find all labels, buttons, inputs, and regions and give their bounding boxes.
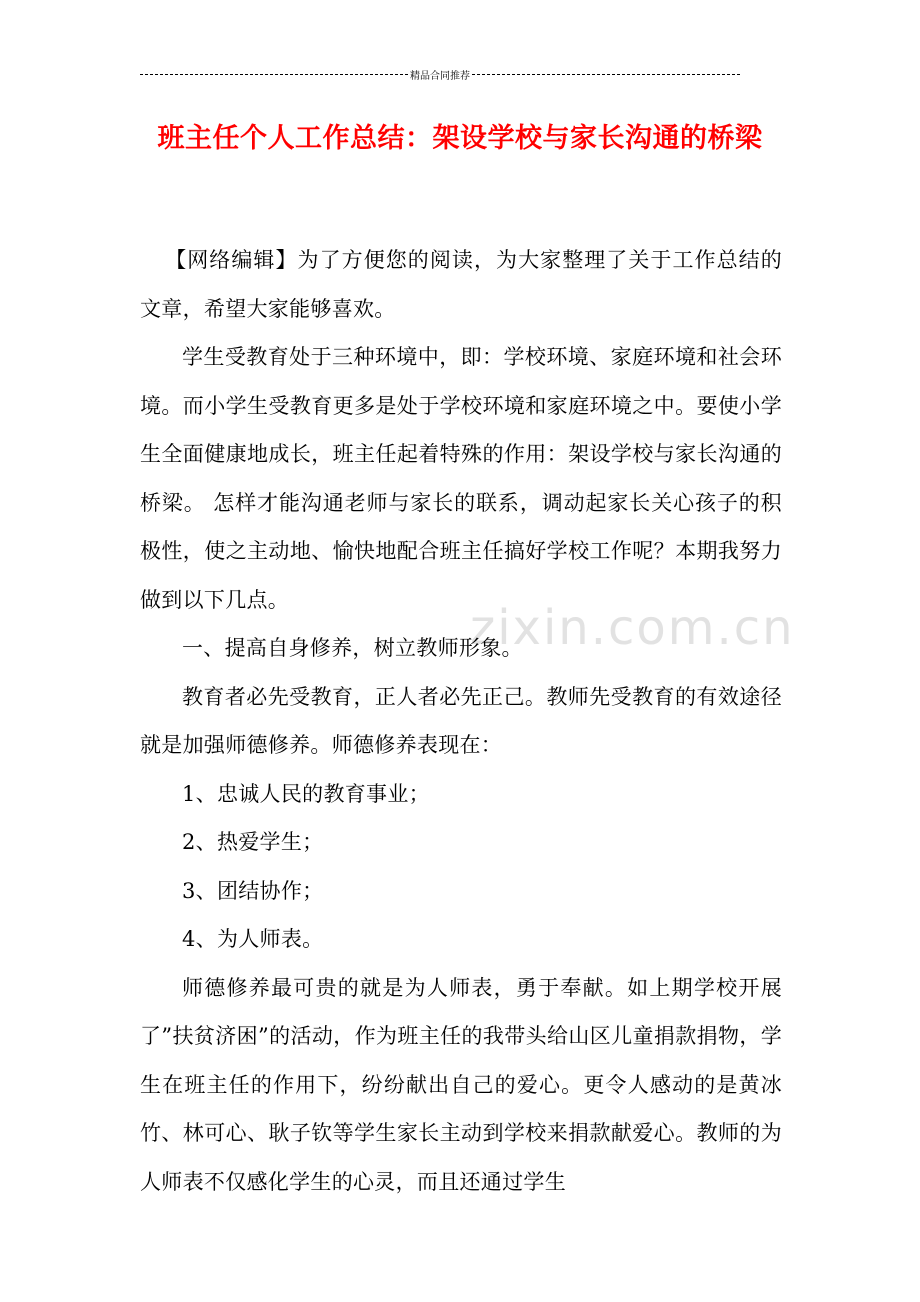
section-heading: 一、提高自身修养，树立教师形象。 [182,636,523,660]
header-dash-right [472,74,740,75]
list-item: 2、热爱学生； [182,830,324,854]
paragraph: 教育者必先受教育，正人者必先正己。教师先受教育的有效途径就是加强师德修养。师德修养表现在： [140,684,782,757]
header-label: 精品合同推荐 [410,70,470,82]
watermark: zixin.com.cn [470,600,795,656]
document-body [140,236,782,1206]
paragraph: 学生受教育处于三种环境中，即：学校环境、家庭环境和社会环境。而小学生受教育更多是处于学校环境和家庭环境之中。要使小学生全面健康地成长，班主任起着特殊的作用：架设学校与家长沟通的桥梁。 怎样才能沟通老师与家长的联系，调动起家长关心孩子的积极性，使之主动地、愉快地配合班主任搞好学校工作呢？本期我努力做到以下几点。 [140,345,782,612]
list-item: 1、忠诚人民的教育事业； [182,781,430,806]
paragraph-intro: 【网络编辑】为了方便您的阅读，为大家整理了关于工作总结的文章，希望大家能够喜欢。 [140,248,782,321]
list-item: 3、团结协作； [182,878,324,903]
header-dash-left [140,74,408,75]
document-title: 班主任个人工作总结：架设学校与家长沟通的桥梁 [157,123,763,154]
header-divider [140,66,740,82]
list-item: 4、为人师表。 [182,927,324,951]
paragraph: 师德修养最可贵的就是为人师表，勇于奉献。如上期学校开展了”扶贫济困”的活动，作为班主任的我带头给山区儿童捐款捐物，学生在班主任的作用下，纷纷献出自己的爱心。更令人感动的是黄冰竹、林可心、耿子钦等学生家长主动到学校来捐款献爱心。教师的为人师表不仅感化学生的心灵，而且还通过学生 [140,975,782,1194]
